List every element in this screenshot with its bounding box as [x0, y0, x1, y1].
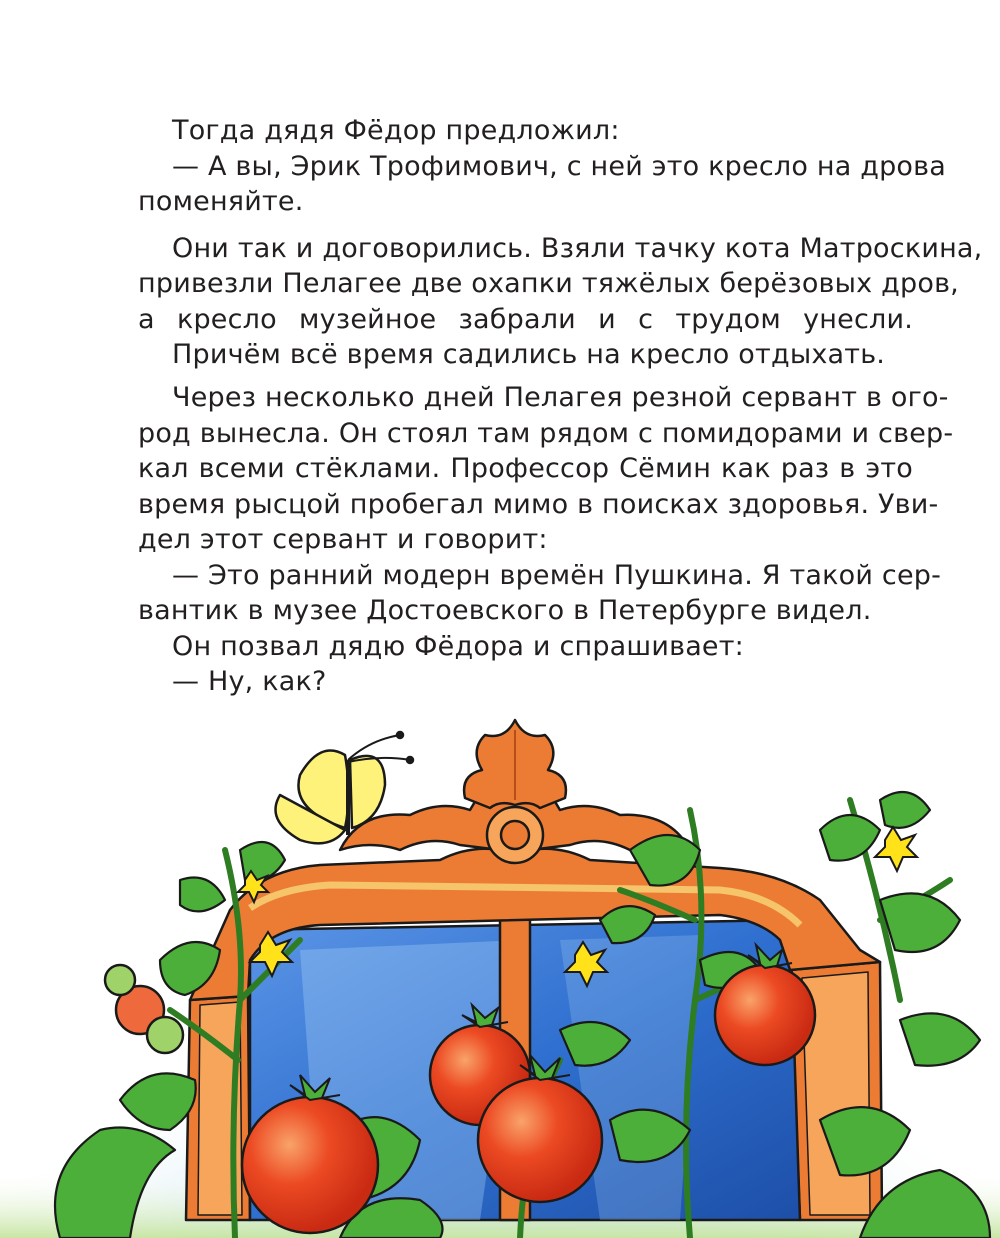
- paragraph-line: привезли Пелагее две охапки тяжёлых берёзовых дров,: [138, 268, 959, 299]
- paragraph-line: поменяйте.: [138, 186, 304, 217]
- paragraph-line: Через несколько дней Пелагея резной сервант в ого-: [172, 382, 949, 413]
- tomato: [478, 1078, 602, 1202]
- tomato-green: [147, 1017, 183, 1053]
- paragraph-line: кал всеми стёклами. Профессор Сёмин как раз в это: [138, 453, 913, 484]
- paragraph-line: дел этот сервант и говорит:: [138, 524, 548, 555]
- sideboard-tomato-illustration: [0, 700, 1000, 1238]
- paragraph-line: Они так и договорились. Взяли тачку кота Матроскина,: [172, 232, 983, 264]
- paragraph-line: — Ну, как?: [172, 666, 327, 697]
- tomato: [242, 1097, 378, 1233]
- paragraph-line: Тогда дядя Фёдор предложил:: [172, 115, 620, 146]
- tomato-green: [105, 965, 135, 995]
- paragraph-line: а кресло музейное забрали и с трудом унесли.: [138, 303, 913, 335]
- paragraph-line: — А вы, Эрик Трофимович, с ней это кресло на дрова: [172, 150, 947, 182]
- text-column-top: [138, 113, 983, 373]
- paragraph-line: время рысцой пробегал мимо в поисках здоровья. Уви-: [138, 488, 939, 520]
- paragraph-line: Он позвал дядю Фёдора и спрашивает:: [172, 630, 744, 662]
- tomato: [715, 965, 815, 1065]
- paragraph-line: род вынесла. Он стоял там рядом с помидорами и свер-: [138, 417, 954, 449]
- paragraph-line: вантик в музее Достоевского в Петербурге видел.: [138, 595, 872, 626]
- paragraph-line: Причём всё время садились на кресло отдыхать.: [172, 339, 886, 370]
- paragraph-line: — Это ранний модерн времён Пушкина. Я такой сер-: [172, 559, 942, 591]
- text-column-bottom: [138, 380, 954, 700]
